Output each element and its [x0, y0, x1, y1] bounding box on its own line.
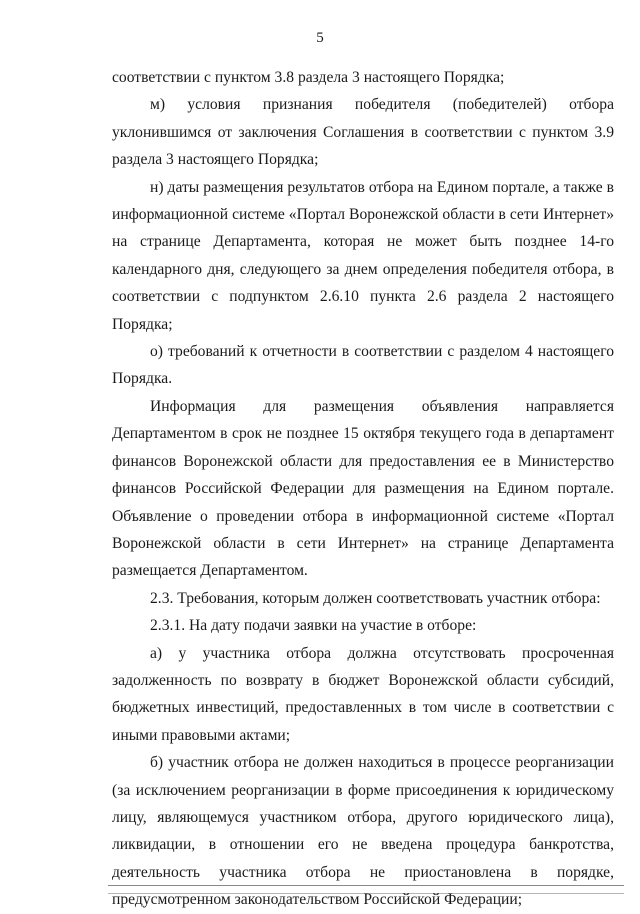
paragraph-item-m: м) условия признания победителя (победителей) отбора уклонившимся от заключения Соглашения в соответствии с пунктом 3.9 раздела 3 настоящего Порядка;: [112, 96, 614, 169]
paragraph-item-n: н) даты размещения результатов отбора на Едином портале, а также в информационной системе «Портал Воронежской области в сети Интернет» на странице Департамента, которая не может быть позднее 14-го календарного дня, следующего за днем определения победителя отбора, в соответствии с подпунктом 2.6.10 пункта 2.6 раздела 2 настоящего Порядка;: [112, 178, 614, 333]
paragraph-announcement-info: Информация для размещения объявления направляется Департаментом в срок не позднее 15 октября текущего года в департамент финансов Воронежской области для предоставления ее в Министерство финансов Российской Федерации для размещения на Едином портале. Объявление о проведении отбора в информационной системе «Портал Воронежской области в сети Интернет» на странице Департамента размещается Департаментом.: [112, 397, 614, 580]
document-body: [112, 64, 614, 914]
paragraph-item-o: о) требований к отчетности в соответствии с разделом 4 настоящего Порядка.: [112, 343, 614, 388]
scan-edge-line: [108, 885, 624, 886]
scan-edge-line: [108, 893, 624, 894]
page-number: 5: [316, 30, 324, 46]
paragraph-continuation: соответствии с пунктом 3.8 раздела 3 настоящего Порядка;: [112, 69, 505, 86]
paragraph-section-2-3-1: 2.3.1. На дату подачи заявки на участие в отборе:: [150, 617, 477, 635]
paragraph-item-b: б) участник отбора не должен находиться в процессе реорганизации (за исключением реорганизации в форме присоединения к юридическому лицу, являющемуся участником отбора, другого юридического лица), ликвидации, в отношении его не введена процедура банкротства, деятельность участника отбора не приостановлена в порядке, предусмотренном законодательством Российской Федерации;: [112, 754, 614, 909]
paragraph-item-a: а) у участника отбора должна отсутствовать просроченная задолженность по возврату в бюджет Воронежской области субсидий, бюджетных инвестиций, предоставленных в том числе в соответствии с иными правовыми актами;: [112, 644, 614, 744]
paragraph-section-2-3: 2.3. Требования, которым должен соответствовать участник отбора:: [150, 589, 601, 607]
